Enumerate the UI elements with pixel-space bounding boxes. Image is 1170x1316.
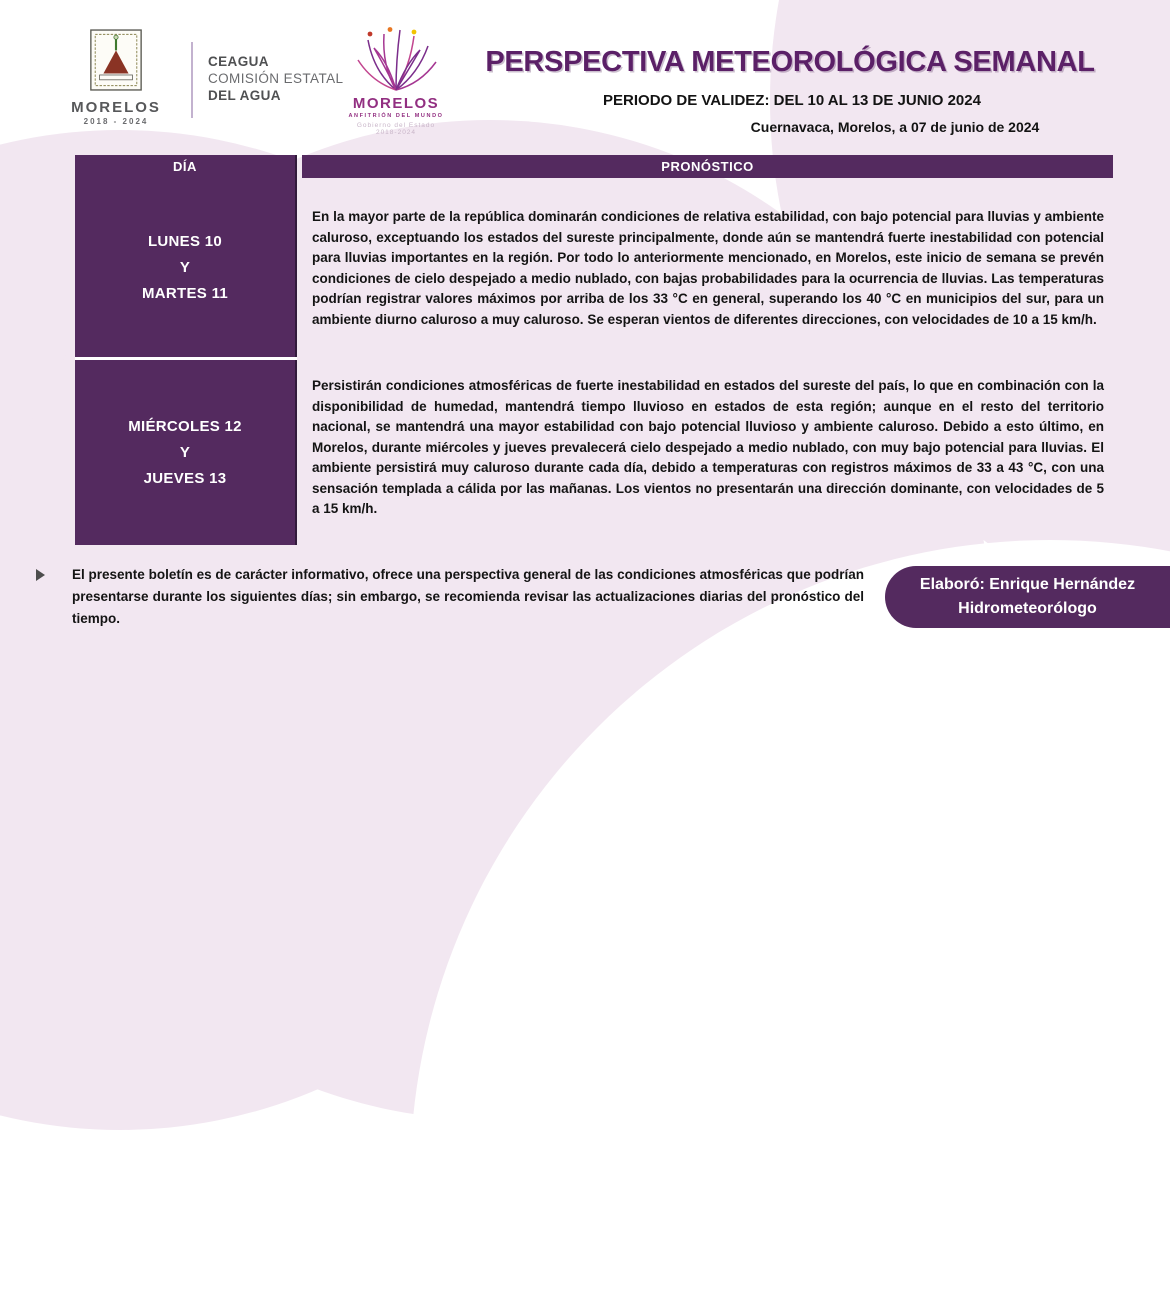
page-title: PERSPECTIVA METEOROLÓGICA SEMANAL (485, 46, 1095, 78)
day-label-row-1 (75, 178, 295, 357)
logo-divider (191, 42, 193, 118)
forecast-table (75, 155, 1113, 545)
day-column-header: DÍA (173, 159, 197, 174)
day-label-row-2 (75, 414, 295, 492)
day-column-block-2 (75, 360, 297, 545)
credit-line-1: Elaboró: Enrique Hernández (919, 576, 1136, 593)
day-line: JUEVES 13 (143, 469, 227, 487)
seal-years: 2018 - 2024 (83, 117, 149, 126)
day-line: Y (179, 443, 191, 461)
ceagua-logo-text (208, 53, 343, 104)
validity-period: PERIODO DE VALIDEZ: DEL 10 AL 13 DE JUNIO 2024 (603, 92, 981, 109)
seal-wordmark: MORELOS (71, 99, 161, 116)
flower-icon (344, 26, 448, 92)
state-seal-icon (87, 28, 145, 92)
ceagua-line3: DEL AGUA (208, 88, 281, 103)
forecast-text-row-1: En la mayor parte de la república dominarán condiciones de relativa estabilidad, con bajo potencial para lluvias y ambiente caluroso, exceptuando los estados del sureste principalmente, donde aún se mantendrá fuerte inestabilidad con potencial para lluvias importantes en la región. Por todo lo anteriormente mencionado, en Morelos, este inicio de semana se prevén condiciones de cielo despejado a medio nublado, con bajas probabilidades para la ocurrencia de lluvias. Las temperaturas podrían registrar valores máximos por arriba de los 33 °C en general, superando los 40 °C en municipios del sur, para un ambiente diurno caluroso a muy caluroso. Se esperan vientos de diferentes direcciones, con velocidades de 10 a 15 km/h. (312, 209, 1104, 327)
day-line: Y (179, 258, 191, 276)
day-column-block-1 (75, 155, 297, 357)
credit-line-2: Hidrometeorólogo (958, 600, 1097, 617)
issue-dateline: Cuernavaca, Morelos, a 07 de junio de 2024 (750, 119, 1040, 135)
forecast-column-header: PRONÓSTICO (302, 155, 1113, 178)
disclaimer-note: El presente boletín es de carácter informativo, ofrece una perspectiva general de las condiciones atmosféricas que podrían presentarse durante los siguientes días; sin embargo, se recomienda revisar las actualizaciones diarias del pronóstico del tiempo. (72, 567, 864, 626)
forecast-text-row-2: Persistirán condiciones atmosféricas de fuerte inestabilidad en estados del sureste del país, lo que en combinación con la disponibilidad de humedad, mantendrá tiempo lluvioso en estados de esta región; aunque en el resto del territorio nacional, se mantendrá una mayor estabilidad con bajo potencial lluvioso y ambiente caluroso. Debido a esto último, en Morelos, durante miércoles y jueves prevalecerá cielo despejado a medio nublado, con muy bajo potencial para lluvias. El ambiente persistirá muy caluroso durante cada día, debido a temperaturas con registros máximos de 33 a 43 °C, con una sensación templada a cálida por las mañanas. Los vientos no presentarán una dirección dominante, con velocidades de 5 a 15 km/h. (312, 378, 1104, 516)
ceagua-acronym: CEAGUA (208, 54, 269, 69)
flower-government-line: Gobierno del Estado (356, 122, 436, 129)
flower-wordmark: MORELOS (352, 95, 440, 112)
bullet-triangle-icon (36, 569, 45, 581)
flower-years: 2018-2024 (375, 129, 417, 136)
day-line: MIÉRCOLES 12 (128, 417, 242, 435)
day-line: LUNES 10 (147, 232, 223, 250)
ceagua-line2: COMISIÓN ESTATAL (208, 71, 344, 86)
morelos-seal-logo (58, 28, 174, 126)
author-credit-badge (885, 566, 1170, 628)
morelos-flower-logo (338, 26, 454, 136)
flower-tagline: ANFITRIÓN DEL MUNDO (348, 113, 444, 119)
day-line: MARTES 11 (141, 284, 229, 302)
